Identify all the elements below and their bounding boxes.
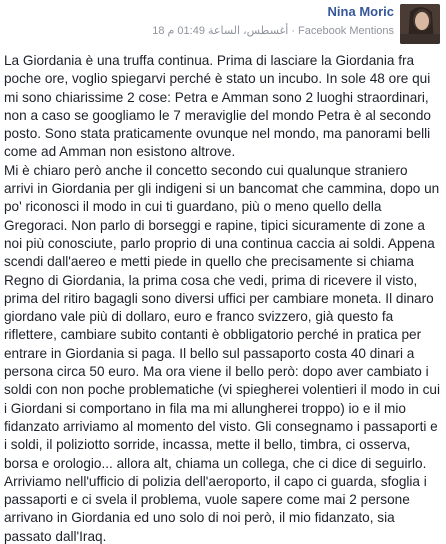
post-paragraph: La Giordania è una truffa continua. Prima di lasciare la Giordania fra poche ore, voglio spiegarvi perché è stato un incubo. In sole 48 ore qui mi sono chiarissime 2 cose: Petra e Amman sono 2 luoghi straordinari, non a caso se googliamo le 7 meraviglie del mondo Petra è al secondo posto. Sono stata praticamente ovunque nel mondo, ma panorami belli come ad Amman non esistono altrove. bbox=[4, 53, 431, 160]
post-header bbox=[0, 0, 446, 48]
avatar[interactable] bbox=[400, 4, 440, 44]
post-paragraph: Mi è chiaro però anche il concetto secondo cui qualunque straniero arrivi in Giordania per gli indigeni si un bancomat che cammina, dopo un po' riconosci il modo in cui ti guardano, più o meno quello della Gregoraci. Non parlo di borseggi e rapine, tipici sicuramente di zone a noi più conosciute, parlo proprio di una continua caccia ai soldi. Appena scendi dall'aereo e metti piede in quello che precisamente si chiama Regno di Giordania, la prima cosa che vedi, prima di ricevere il visto, prima del ritiro bagagli sono diversi uffici per cambiare moneta. Il dinaro giordano vale più di dollaro, euro e franco svizzero, già questo fa riflettere, cambiare subito contanti è obbligatorio perché in pratica per entrare in Giordania si paga. Il bello sul passaporto costa 40 dinari a persona circa 50 euro. Ma ora viene il bello però: dopo aver cambiato i soldi con non poche problematiche (vi spiegherei volentieri il modo in cui i Giordani si comportano in fila ma mi allungherei troppo) io e il mio fidanzato arriviamo al momento del visto. Gli consegnamo i passaporti e i soldi, il poliziotto sorride, incassa, mette il bello, timbra, ci osserva, borsa e orologio... allora alt, chiama un collega, che ci dice di seguirlo. Arriviamo nell'ufficio di polizia dell'aeroporto, il capo ci guarda, sfoglia i passaporti e ci svela il problema, vuole sapere come mai 2 persone arrivano in Giordania ed uno solo di noi però, il mio fidanzato, sia passato dall'Iraq. bbox=[4, 162, 440, 544]
post-meta bbox=[152, 24, 394, 37]
separator-dot-icon: · bbox=[291, 24, 295, 37]
post-source[interactable]: Facebook Mentions bbox=[298, 24, 394, 37]
author-name[interactable]: Nina Moric bbox=[327, 4, 394, 19]
profile-photo-icon bbox=[400, 4, 440, 44]
post-date[interactable]: 18 أغسطس، الساعة 01:49 م bbox=[152, 25, 289, 37]
post-body bbox=[4, 52, 440, 544]
